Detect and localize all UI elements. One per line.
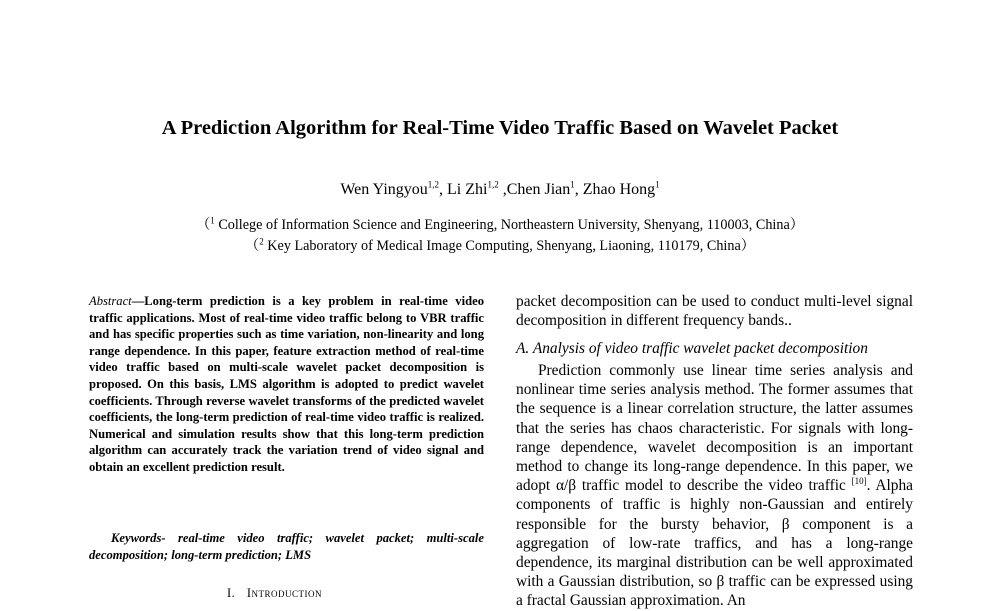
author-line — [0, 181, 1000, 199]
abstract-text: —Long-term prediction is a key problem in real-time video traffic applications. Most of real-time video traffic belong to VBR traffic and has specific properties such as time variation, non-linearity and long range dependence. In this paper, feature extraction method of real-time video traffic based on multi-scale wavelet packet decomposition is proposed. On this basis, LMS algorithm is adopted to predict wavelet coefficients. Through reverse wavelet transforms of the predicted wavelet coefficients, the long-term prediction of real-time video traffic is realized. Numerical and simulation results show that this long-term prediction algorithm can accurately track the variation trend of video signal and obtain an excellent prediction result. — [89, 294, 484, 474]
body-text-part1: Prediction commonly use linear time series analysis and nonlinear time series analysis method. The former assumes that the sequence is a linear correlation structure, the latter assumes that the series has chaos characteristic. For signals with long-range dependence, wavelet decomposition is an important method to change its long-range dependence. In this paper, we adopt α/β traffic model to describe the video traffic — [516, 362, 913, 495]
author-name: Li Zhi — [447, 181, 488, 198]
author-name: Chen Jian — [506, 181, 571, 198]
affiliation-2 — [0, 235, 1000, 255]
section-number: I. — [227, 586, 236, 600]
author-affiliation-mark: 1 — [655, 179, 660, 190]
author-affiliation-mark: 1 — [570, 179, 575, 190]
subsection-heading: A. Analysis of video traffic wavelet packet decomposition — [516, 340, 868, 357]
abstract — [89, 293, 484, 476]
right-column-intro: packet decomposition can be used to conduct multi-level signal decomposition in different frequency bands.. — [516, 293, 913, 330]
keywords-text: real-time video traffic; wavelet packet; multi-scale decomposition; long-term prediction; LMS — [89, 531, 484, 562]
affiliation-bracket: （ — [196, 217, 211, 233]
affiliation-bracket: （ — [245, 238, 260, 254]
author-affiliation-mark: 1,2 — [427, 179, 440, 190]
keywords-label: Keywords- — [111, 531, 166, 545]
citation-ref: [10] — [851, 476, 867, 487]
affiliation-text: Key Laboratory of Medical Image Computing, Shenyang, Liaoning, 110179, China） — [263, 238, 755, 254]
author-name: Wen Yingyou — [340, 181, 428, 198]
author-separator: , — [574, 181, 583, 198]
section-title: Introduction — [246, 586, 322, 600]
keywords — [89, 530, 484, 563]
affiliation-mark: 2 — [259, 236, 264, 247]
affiliation-mark: 1 — [210, 215, 215, 226]
author-separator: , — [498, 181, 507, 198]
author-name: Zhao Hong — [582, 181, 656, 198]
abstract-label: Abstract — [89, 294, 132, 308]
author-separator: , — [439, 181, 448, 198]
body-paragraph — [516, 361, 913, 611]
author-affiliation-mark: 1,2 — [487, 179, 499, 190]
affiliation-1 — [0, 214, 1000, 234]
paper-title: A Prediction Algorithm for Real-Time Video Traffic Based on Wavelet Packet — [161, 117, 839, 139]
affiliation-text: College of Information Science and Engineering, Northeastern University, Shenyang, 110003, China） — [214, 217, 804, 233]
body-text-part2: . Alpha components of traffic is highly non-Gaussian and entirely responsible for the bursty behavior, β component is a aggregation of low-rate traffics, and has a long-range dependence, its marginal distribution can be well approximated with a Gaussian distribution, so β traffic can be expressed using a fractal Gaussian approximation. An — [516, 477, 913, 610]
